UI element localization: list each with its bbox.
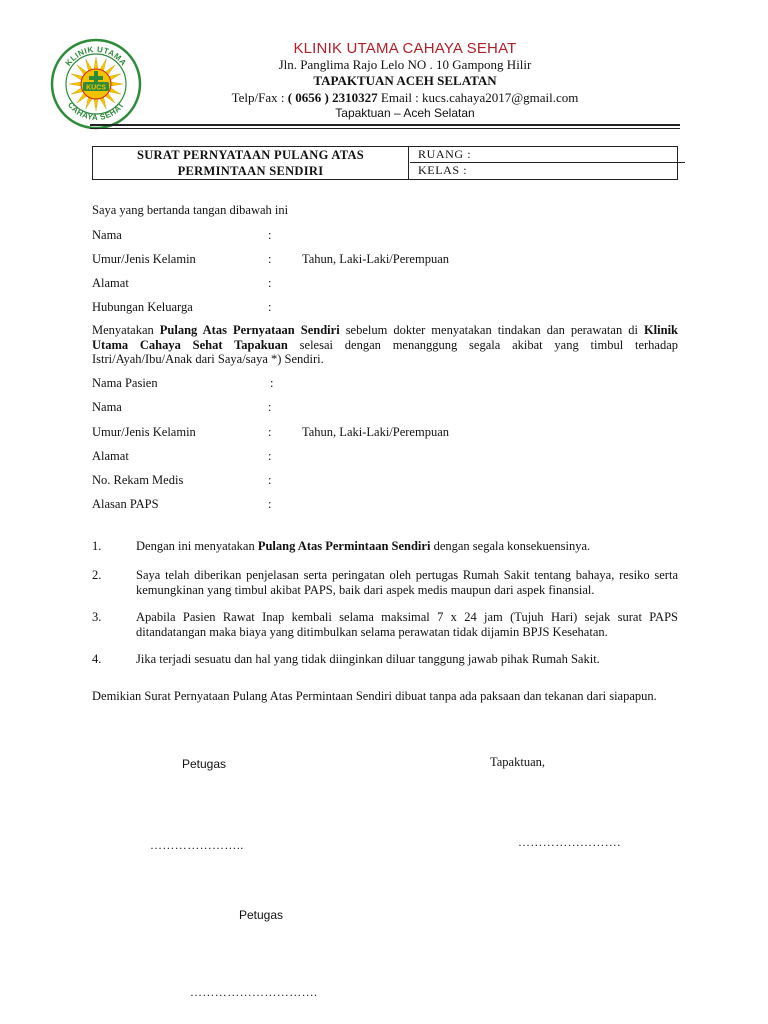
- field-label: Alamat: [92, 449, 129, 463]
- signature-line-left: …………………..: [150, 838, 244, 852]
- field-label: Umur/Jenis Kelamin: [92, 425, 196, 439]
- field-colon: :: [268, 276, 272, 290]
- statement-text: Menyatakan: [92, 323, 160, 337]
- field-colon: :: [270, 376, 274, 390]
- title-line-1: SURAT PERNYATAAN PULANG ATAS: [136, 148, 365, 162]
- phone-prefix: Telp/Fax :: [231, 90, 288, 105]
- list-number: 3.: [92, 610, 102, 624]
- intro-text: Saya yang bertanda tangan dibawah ini: [92, 203, 289, 217]
- clinic-name: KLINIK UTAMA CAHAYA SEHAT: [293, 40, 517, 57]
- phone-number: ( 0656 ) 2310327: [287, 90, 378, 105]
- clinic-name-bold: Klinik Utama Cahaya Sehat Tapakuan: [92, 323, 678, 352]
- signature-label-left: Petugas: [182, 757, 227, 771]
- location-line: Tapaktuan – Aceh Selatan: [335, 106, 475, 120]
- list-item: [136, 539, 678, 554]
- field-value: Tahun, Laki-Laki/Perempuan: [302, 252, 449, 266]
- clinic-logo: [50, 38, 142, 130]
- field-label: Hubungan Keluarga: [92, 300, 193, 314]
- field-label: No. Rekam Medis: [92, 473, 184, 487]
- title-box: [92, 146, 678, 180]
- logo-text-bottom: CAHAYA SEHAT: [65, 100, 127, 123]
- statement-text: selesai dengan menanggung segala akibat yang timbul terhadap Istri/Ayah/Ibu/Anak dari Saya/saya *) Sendiri.: [92, 337, 679, 366]
- list-number: 4.: [92, 652, 102, 666]
- kelas-field: KELAS :: [418, 163, 468, 177]
- statement-paragraph: [92, 323, 678, 367]
- city-line: TAPAKTUAN ACEH SELATAN: [313, 73, 497, 88]
- signature-line-right: …………………….: [518, 835, 621, 849]
- field-label: Umur/Jenis Kelamin: [92, 252, 196, 266]
- contact-line: [150, 90, 660, 106]
- title-line-2: PERMINTAAN SENDIRI: [177, 163, 324, 178]
- document-title: [93, 147, 409, 179]
- field-colon: :: [268, 252, 272, 266]
- field-label: Nama Pasien: [92, 376, 158, 390]
- closing-paragraph: Demikian Surat Pernyataan Pulang Atas Permintaan Sendiri dibuat tanpa ada paksaan dan tekanan dari siapapun.: [92, 689, 657, 703]
- field-colon: :: [268, 400, 272, 414]
- list-item: Saya telah diberikan penjelasan serta peringatan oleh pertugas Rumah Sakit tentang bahaya, resiko serta kemungkinan yang timbul akibat PAPS, baik dari aspek medis maupun dari aspek finansial.: [136, 568, 678, 597]
- signature-label-right: Tapaktuan,: [490, 755, 546, 769]
- signature-line-bottom: ………………………….: [190, 985, 318, 999]
- list-bold: Pulang Atas Permintaan Sendiri: [257, 539, 431, 553]
- ruang-field: RUANG :: [410, 147, 685, 163]
- field-label: Nama: [92, 228, 122, 242]
- statement-bold: Pulang Atas Pernyataan Sendiri: [159, 323, 340, 337]
- field-label: Alamat: [92, 276, 129, 290]
- field-colon: :: [268, 497, 272, 511]
- signature-label-bottom: Petugas: [239, 908, 284, 922]
- email-text: Email : kucs.cahaya2017@gmail.com: [377, 90, 579, 105]
- list-text: dengan segala konsekuensinya.: [430, 539, 591, 553]
- statement-text: sebelum dokter menyatakan tindakan dan perawatan di: [339, 323, 644, 337]
- list-text: Dengan ini menyatakan: [136, 539, 258, 553]
- logo-text-top: KLINIK UTAMA: [63, 44, 129, 68]
- list-item: Apabila Pasien Rawat Inap kembali selama maksimal 7 x 24 jam (Tujuh Hari) sejak surat PAPS ditandatangan maka biaya yang ditimbulkan selama perawatan tidak dijamin BPJS Kesehatan.: [136, 610, 678, 639]
- header-rule-thin: [90, 128, 680, 129]
- field-value: Tahun, Laki-Laki/Perempuan: [302, 425, 449, 439]
- list-number: 1.: [92, 539, 102, 553]
- field-colon: :: [268, 228, 272, 242]
- address-line: Jln. Panglima Rajo Lelo NO . 10 Gampong Hilir: [278, 57, 532, 72]
- field-colon: :: [268, 300, 272, 314]
- field-colon: :: [268, 473, 272, 487]
- list-item: Jika terjadi sesuatu dan hal yang tidak diinginkan diluar tanggung jawab pihak Rumah Sakit.: [136, 652, 600, 666]
- field-label: Nama: [92, 400, 122, 414]
- field-colon: :: [268, 425, 272, 439]
- field-label: Alasan PAPS: [92, 497, 159, 511]
- field-colon: :: [268, 449, 272, 463]
- logo-badge: KUCS: [86, 84, 106, 92]
- list-number: 2.: [92, 568, 102, 582]
- header-rule-thick: [90, 124, 680, 126]
